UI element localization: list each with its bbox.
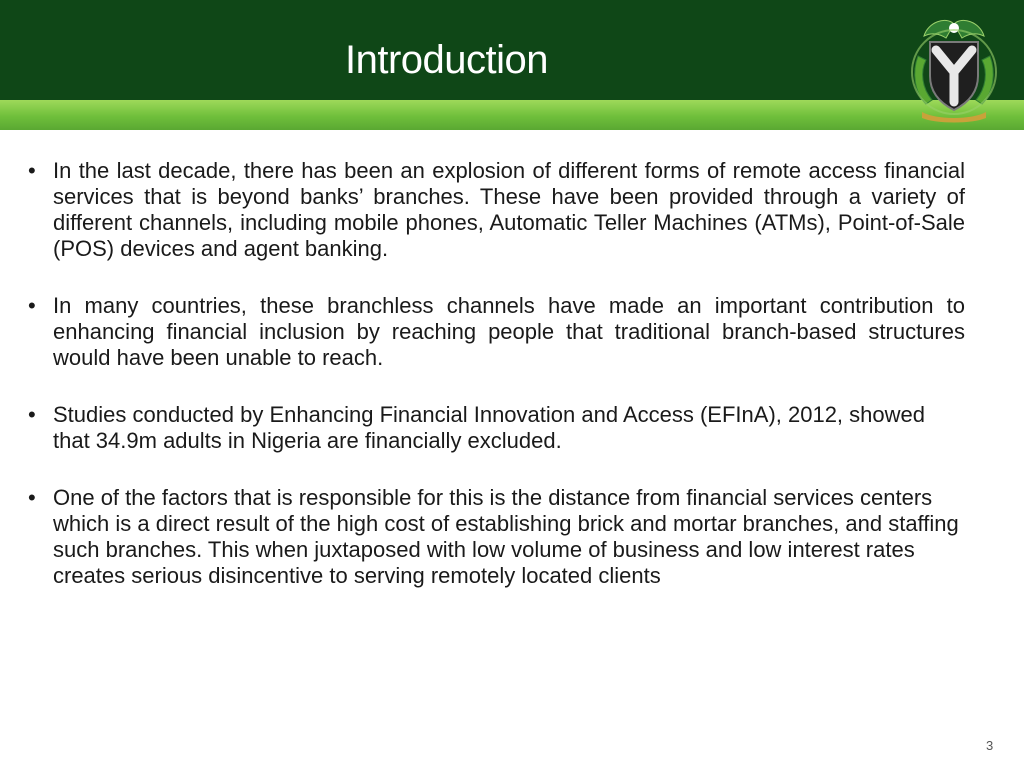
bullet-text: In many countries, these branchless channels have made an important contribution to enhancing financial inclusion by reaching people that traditional branch-based structures would have been unable to reach. xyxy=(53,293,965,370)
bullet-dot: • xyxy=(28,158,36,183)
page-number: 3 xyxy=(986,738,994,753)
bullet-dot: • xyxy=(28,402,36,427)
bullet-item xyxy=(28,158,965,262)
bullet-item xyxy=(28,293,965,371)
bullet-text: In the last decade, there has been an explosion of different forms of remote access financial services that is beyond banks’ branches. These have been provided through a variety of different channels, including mobile phones, Automatic Teller Machines (ATMs), Point-of-Sale (POS) devices and agent banking. xyxy=(53,158,965,261)
bullet-text: One of the factors that is responsible for this is the distance from financial services centers which is a direct result of the high cost of establishing brick and mortar branches, and staffing such branches. This when juxtaposed with low volume of business and low interest rates creates serious disincentive to serving remotely located clients xyxy=(53,485,959,588)
header-accent-stripe xyxy=(0,100,1024,130)
bullet-dot: • xyxy=(28,485,36,510)
bullet-item xyxy=(28,402,967,454)
bullet-list xyxy=(28,158,968,620)
slide-title: Introduction xyxy=(345,38,549,82)
bullet-text: Studies conducted by Enhancing Financial Innovation and Access (EFInA), 2012, showed that 34.9m adults in Nigeria are financially excluded. xyxy=(53,402,925,453)
central-bank-crest-icon xyxy=(906,16,1002,124)
bullet-item xyxy=(28,485,973,589)
bullet-dot: • xyxy=(28,293,36,318)
